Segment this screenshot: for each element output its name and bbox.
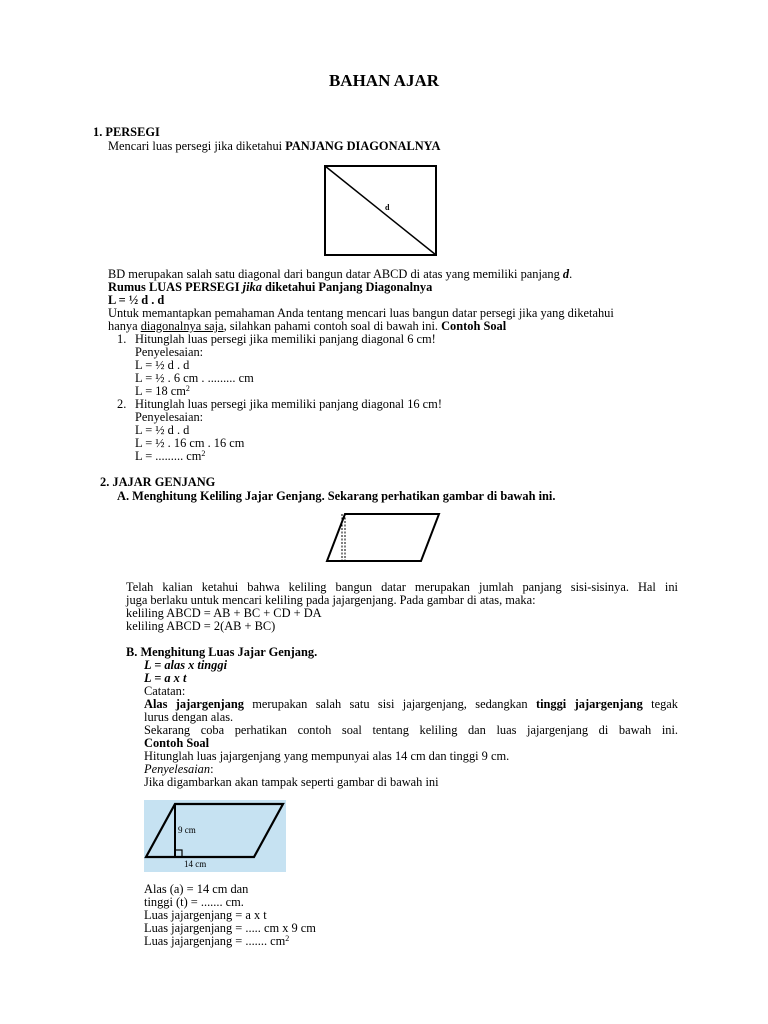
- tinggi-term: tinggi jajargenjang: [535, 697, 643, 711]
- keliling-formula-1: keliling ABCD = AB + BC + CD + DA: [126, 606, 322, 620]
- q1-line3: L = ½ . 6 cm . ......... cm: [135, 371, 254, 385]
- solution-line1: Alas (a) = 14 cm dan: [144, 882, 249, 896]
- persegi-paragraph-line1: Untuk memantapkan pemahaman Anda tentang mencari luas bangun datar persegi jika yang diketahui: [108, 306, 614, 320]
- rumus-a: Rumus LUAS PERSEGI: [108, 280, 243, 294]
- note1-mid: merupakan salah satu sisi jajargenjang, sedangkan: [243, 697, 536, 711]
- q2-line1: Penyelesaian:: [135, 410, 204, 424]
- keliling-paragraph-line1: Telah kalian ketahui bahwa keliling bangun datar merupakan jumlah panjang sisi-sisinya. Hal ini: [126, 580, 678, 594]
- luas-formula-1: L = alas x tinggi: [144, 658, 228, 672]
- section-heading-persegi: 1. PERSEGI: [93, 125, 160, 139]
- q2-line4-text: L = ......... cm: [135, 449, 202, 463]
- square-diagonal: [325, 166, 436, 255]
- page-title: BAHAN AJAR: [328, 71, 440, 90]
- catatan-label: Catatan:: [144, 684, 186, 698]
- q2-question: Hitunglah luas persegi jika memiliki panjang diagonal 16 cm!: [135, 397, 442, 411]
- q1-line1: Penyelesaian:: [135, 345, 204, 359]
- q2-line3: L = ½ . 16 cm . 16 cm: [135, 436, 245, 450]
- q2-number: 2.: [117, 397, 127, 411]
- jika-digambarkan: Jika digambarkan akan tampak seperti gambar di bawah ini: [144, 775, 439, 789]
- desc-d: d: [562, 267, 570, 281]
- para2-c: , silahkan pahami contoh soal di bawah ini.: [223, 319, 442, 333]
- rumus-c: diketahui Panjang Diagonalnya: [261, 280, 433, 294]
- solution-line2: tinggi (t) = ....... cm.: [144, 895, 244, 909]
- persegi-intro: [108, 140, 440, 153]
- solution-line3: Luas jajargenjang = a x t: [144, 908, 267, 922]
- catatan-line2: lurus dengan alas.: [144, 710, 234, 724]
- penyelesaian-text: Penyelesaian: [144, 762, 211, 776]
- parallelogram-area-figure: [144, 800, 286, 872]
- persegi-intro-text: Mencari luas persegi jika diketahui: [108, 139, 286, 153]
- q1-number: 1.: [117, 332, 127, 346]
- square-diagram: [312, 154, 452, 266]
- penyelesaian-colon: :: [210, 762, 214, 776]
- contoh-soal-label: Contoh Soal: [441, 319, 507, 333]
- desc-end: .: [569, 267, 573, 281]
- q2-line4-sup: 2: [201, 449, 206, 458]
- q1-line4-sup: 2: [185, 384, 190, 393]
- q1-line2: L = ½ d . d: [135, 358, 190, 372]
- desc-text: BD merupakan salah satu diagonal dari bangun datar ABCD di atas yang memiliki panjang: [108, 267, 563, 281]
- q2-line2: L = ½ d . d: [135, 423, 190, 437]
- diagonal-label: d: [385, 203, 390, 212]
- solution-line5: [144, 935, 289, 948]
- contoh-soal-heading: Contoh Soal: [144, 736, 210, 750]
- parallelogram-diagram: [318, 506, 452, 574]
- keliling-formula-2: keliling ABCD = 2(AB + BC): [126, 619, 276, 633]
- keliling-paragraph-line2: juga berlaku untuk mencari keliling pada jajargenjang. Pada gambar di atas, maka:: [126, 593, 536, 607]
- rumus-b: jika: [242, 280, 262, 294]
- solution-line5-sup: 2: [285, 934, 290, 943]
- subsection-a-heading: A. Menghitung Keliling Jajar Genjang. Sekarang perhatikan gambar di bawah ini.: [117, 489, 556, 503]
- para2-underline: diagonalnya saja: [140, 319, 224, 333]
- subsection-b-heading: B. Menghitung Luas Jajar Genjang.: [126, 645, 318, 659]
- q1-line4-text: L = 18 cm: [135, 384, 186, 398]
- note1-end: tegak: [642, 697, 678, 711]
- alas-term: Alas jajargenjang: [144, 697, 244, 711]
- section-heading-jajar-genjang: 2. JAJAR GENJANG: [100, 475, 216, 489]
- contoh-soal-question: Hitunglah luas jajargenjang yang mempunyai alas 14 cm dan tinggi 9 cm.: [144, 749, 510, 763]
- base-label: 14 cm: [184, 859, 207, 869]
- luas-formula-2: L = a x t: [144, 671, 187, 685]
- catatan-line3: Sekarang coba perhatikan contoh soal tentang keliling dan luas jajargenjang di bawah ini.: [144, 723, 678, 737]
- q1-question: Hitunglah luas persegi jika memiliki panjang diagonal 6 cm!: [135, 332, 436, 346]
- parallelogram-outline: [327, 514, 439, 561]
- q2-line4: [135, 450, 205, 463]
- rumus-formula: L = ½ d . d: [108, 293, 165, 307]
- persegi-intro-bold: PANJANG DIAGONALNYA: [285, 139, 441, 153]
- height-label: 9 cm: [178, 825, 196, 835]
- para2-a: hanya: [108, 319, 141, 333]
- solution-line4: Luas jajargenjang = ..... cm x 9 cm: [144, 921, 316, 935]
- solution-line5-text: Luas jajargenjang = ....... cm: [144, 934, 286, 948]
